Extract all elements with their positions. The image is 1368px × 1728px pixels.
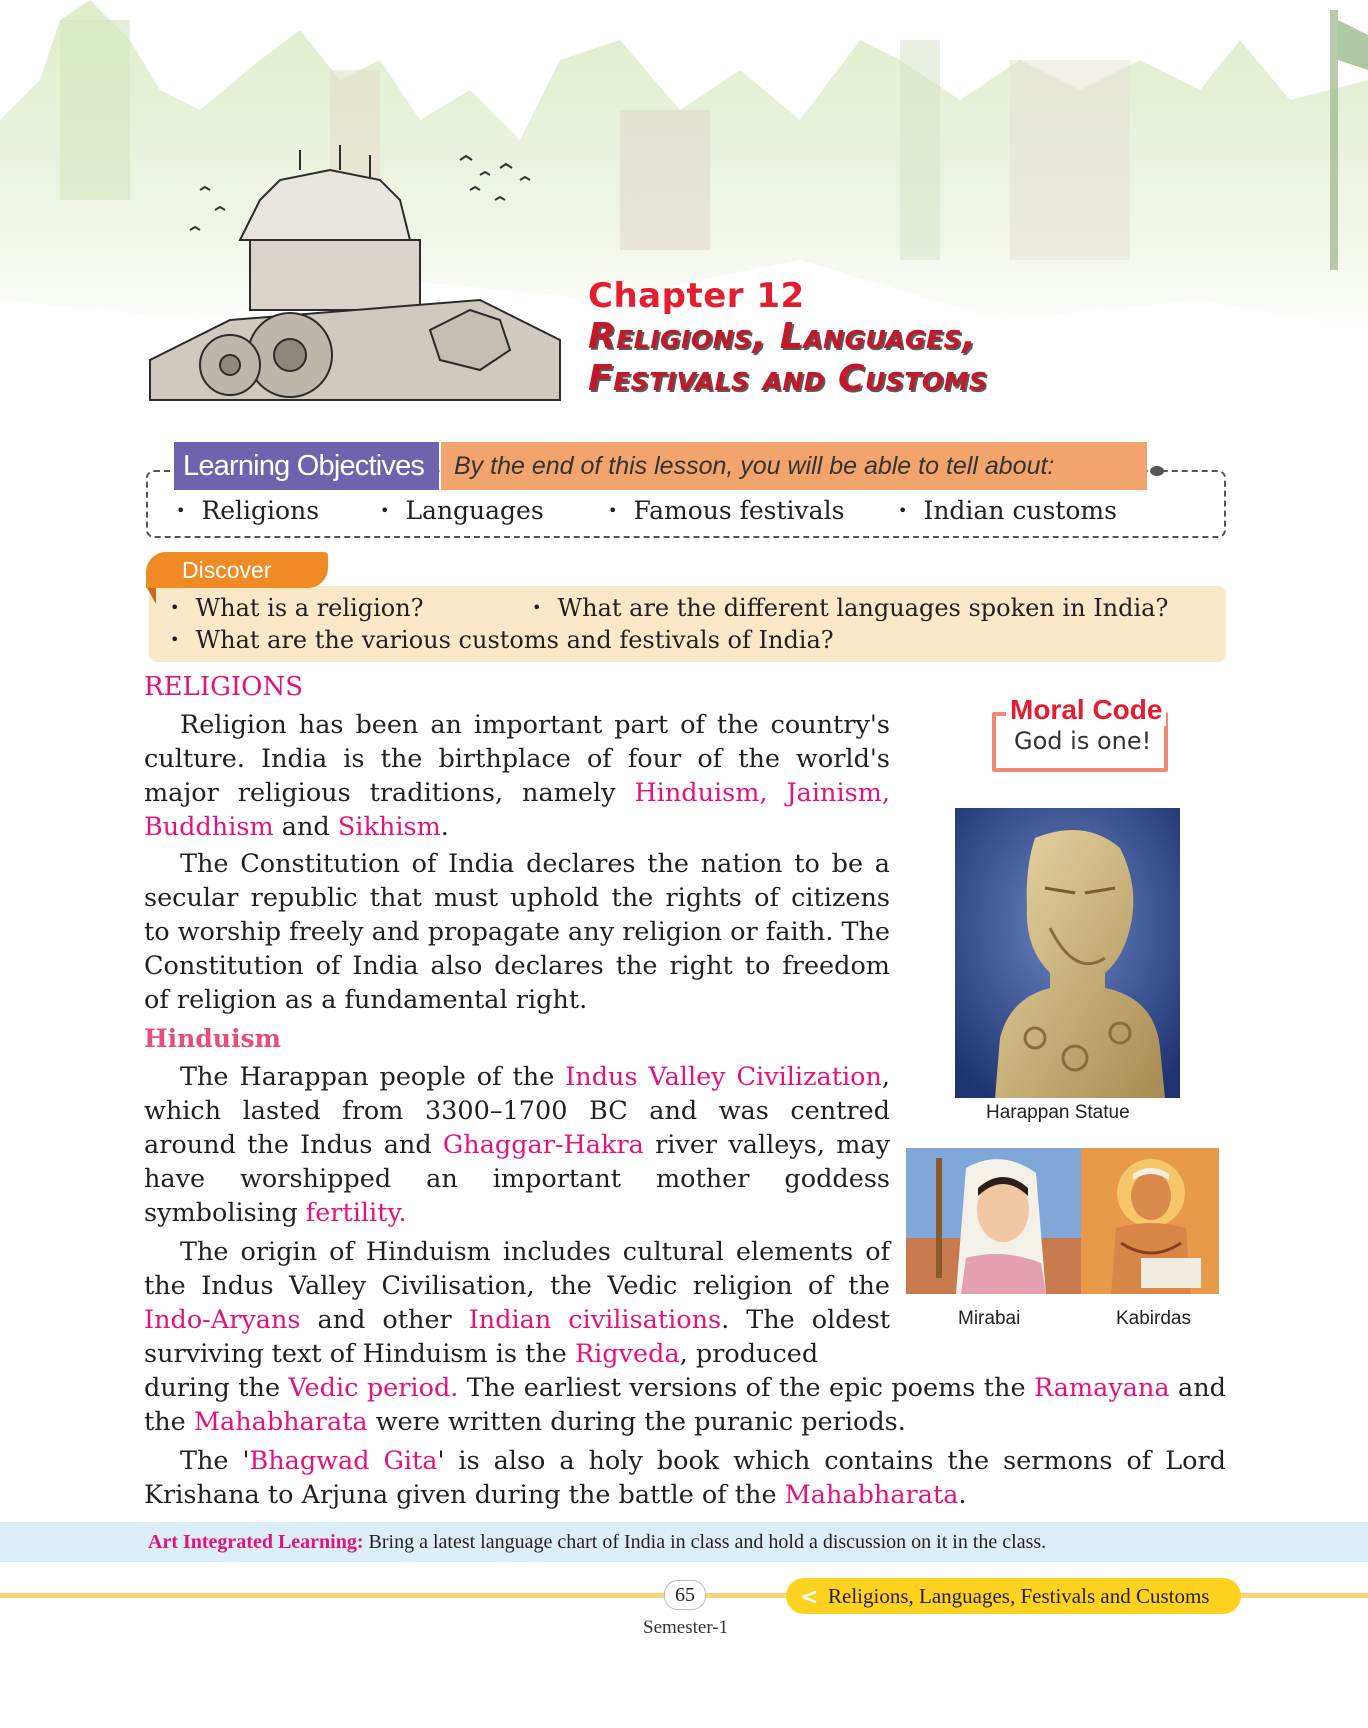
- objective-item: • Religions: [176, 496, 320, 525]
- harappan-statue-image: [955, 808, 1180, 1098]
- objective-item: • Indian customs: [898, 496, 1117, 525]
- chapter-name-line1: Religions, Languages,: [588, 316, 977, 357]
- paragraph-religion-intro: Religion has been an important part of the country's culture. India is the birthplace of four of the world's major religious traditions, namely Hinduism, Jainism, Buddhism and Sikhism.: [144, 710, 890, 842]
- page-number: 65: [664, 1580, 706, 1610]
- paragraph-bhagwad-gita: The 'Bhagwad Gita' is also a holy book which contains the sermons of Lord Krishana to Arjuna given during the battle of the Mahabharata.: [144, 1446, 1226, 1510]
- discover-question: • What are the different languages spoken in India?: [532, 594, 1169, 622]
- chapter-footer-pill: Religions, Languages, Festivals and Customs: [786, 1578, 1241, 1614]
- paragraph-origin-hinduism: The origin of Hinduism includes cultural elements of the Indus Valley Civilisation, the Vedic religion of the Indo-Aryans and other Indian civilisations. The oldest surviving text of Hinduism is the Rigveda, produced: [144, 1237, 890, 1369]
- kabirdas-caption: Kabirdas: [1116, 1308, 1191, 1329]
- semester-label: Semester-1: [643, 1617, 729, 1638]
- religions-heading: RELIGIONS: [144, 672, 304, 702]
- mirabai-caption: Mirabai: [958, 1308, 1021, 1329]
- learning-objectives-intro: By the end of this lesson, you will be able to tell about:: [441, 442, 1147, 490]
- discover-tab: Discover: [146, 552, 328, 588]
- pin-icon: [1150, 466, 1164, 476]
- moral-code-text: God is one!: [1014, 727, 1152, 755]
- chapter-title: [588, 276, 987, 400]
- paragraph-origin-hinduism-continued: during the Vedic period. The earliest versions of the epic poems the Ramayana and the Mahabharata were written during the puranic periods.: [144, 1373, 1226, 1437]
- paragraph-harappan: The Harappan people of the Indus Valley Civilization, which lasted from 3300–1700 BC and was centred around the Indus and Ghaggar-Hakra river valleys, may have worshipped an important mother goddess symbolising fertility.: [144, 1062, 890, 1228]
- hinduism-heading: Hinduism: [144, 1024, 281, 1053]
- moral-code-title: Moral Code: [1006, 694, 1166, 726]
- harappan-statue-caption: Harappan Statue: [986, 1102, 1130, 1123]
- mirabai-image: [906, 1148, 1081, 1294]
- chevron-left-icon: <: [800, 1585, 819, 1610]
- objective-item: • Famous festivals: [608, 496, 845, 525]
- art-integrated-learning-text: Art Integrated Learning: Bring a latest language chart of India in class and hold a discussion on it in the class.: [148, 1531, 1047, 1553]
- discover-question: • What is a religion?: [170, 594, 424, 622]
- discover-question: • What are the various customs and festivals of India?: [170, 626, 834, 654]
- discover-tab-fold: [146, 586, 156, 604]
- learning-objectives-tab: Learning Objectives: [174, 442, 439, 490]
- kabirdas-image: [1081, 1148, 1219, 1294]
- paragraph-constitution: The Constitution of India declares the nation to be a secular republic that must uphold the rights of citizens to worship freely and propagate any religion or faith. The Constitution of India also declares the right to freedom of religion as a fundamental right.: [144, 849, 890, 1015]
- chapter-name-line2: Festivals and Customs: [588, 358, 988, 399]
- objective-item: • Languages: [380, 496, 544, 525]
- chapter-number: Chapter 12: [588, 276, 805, 316]
